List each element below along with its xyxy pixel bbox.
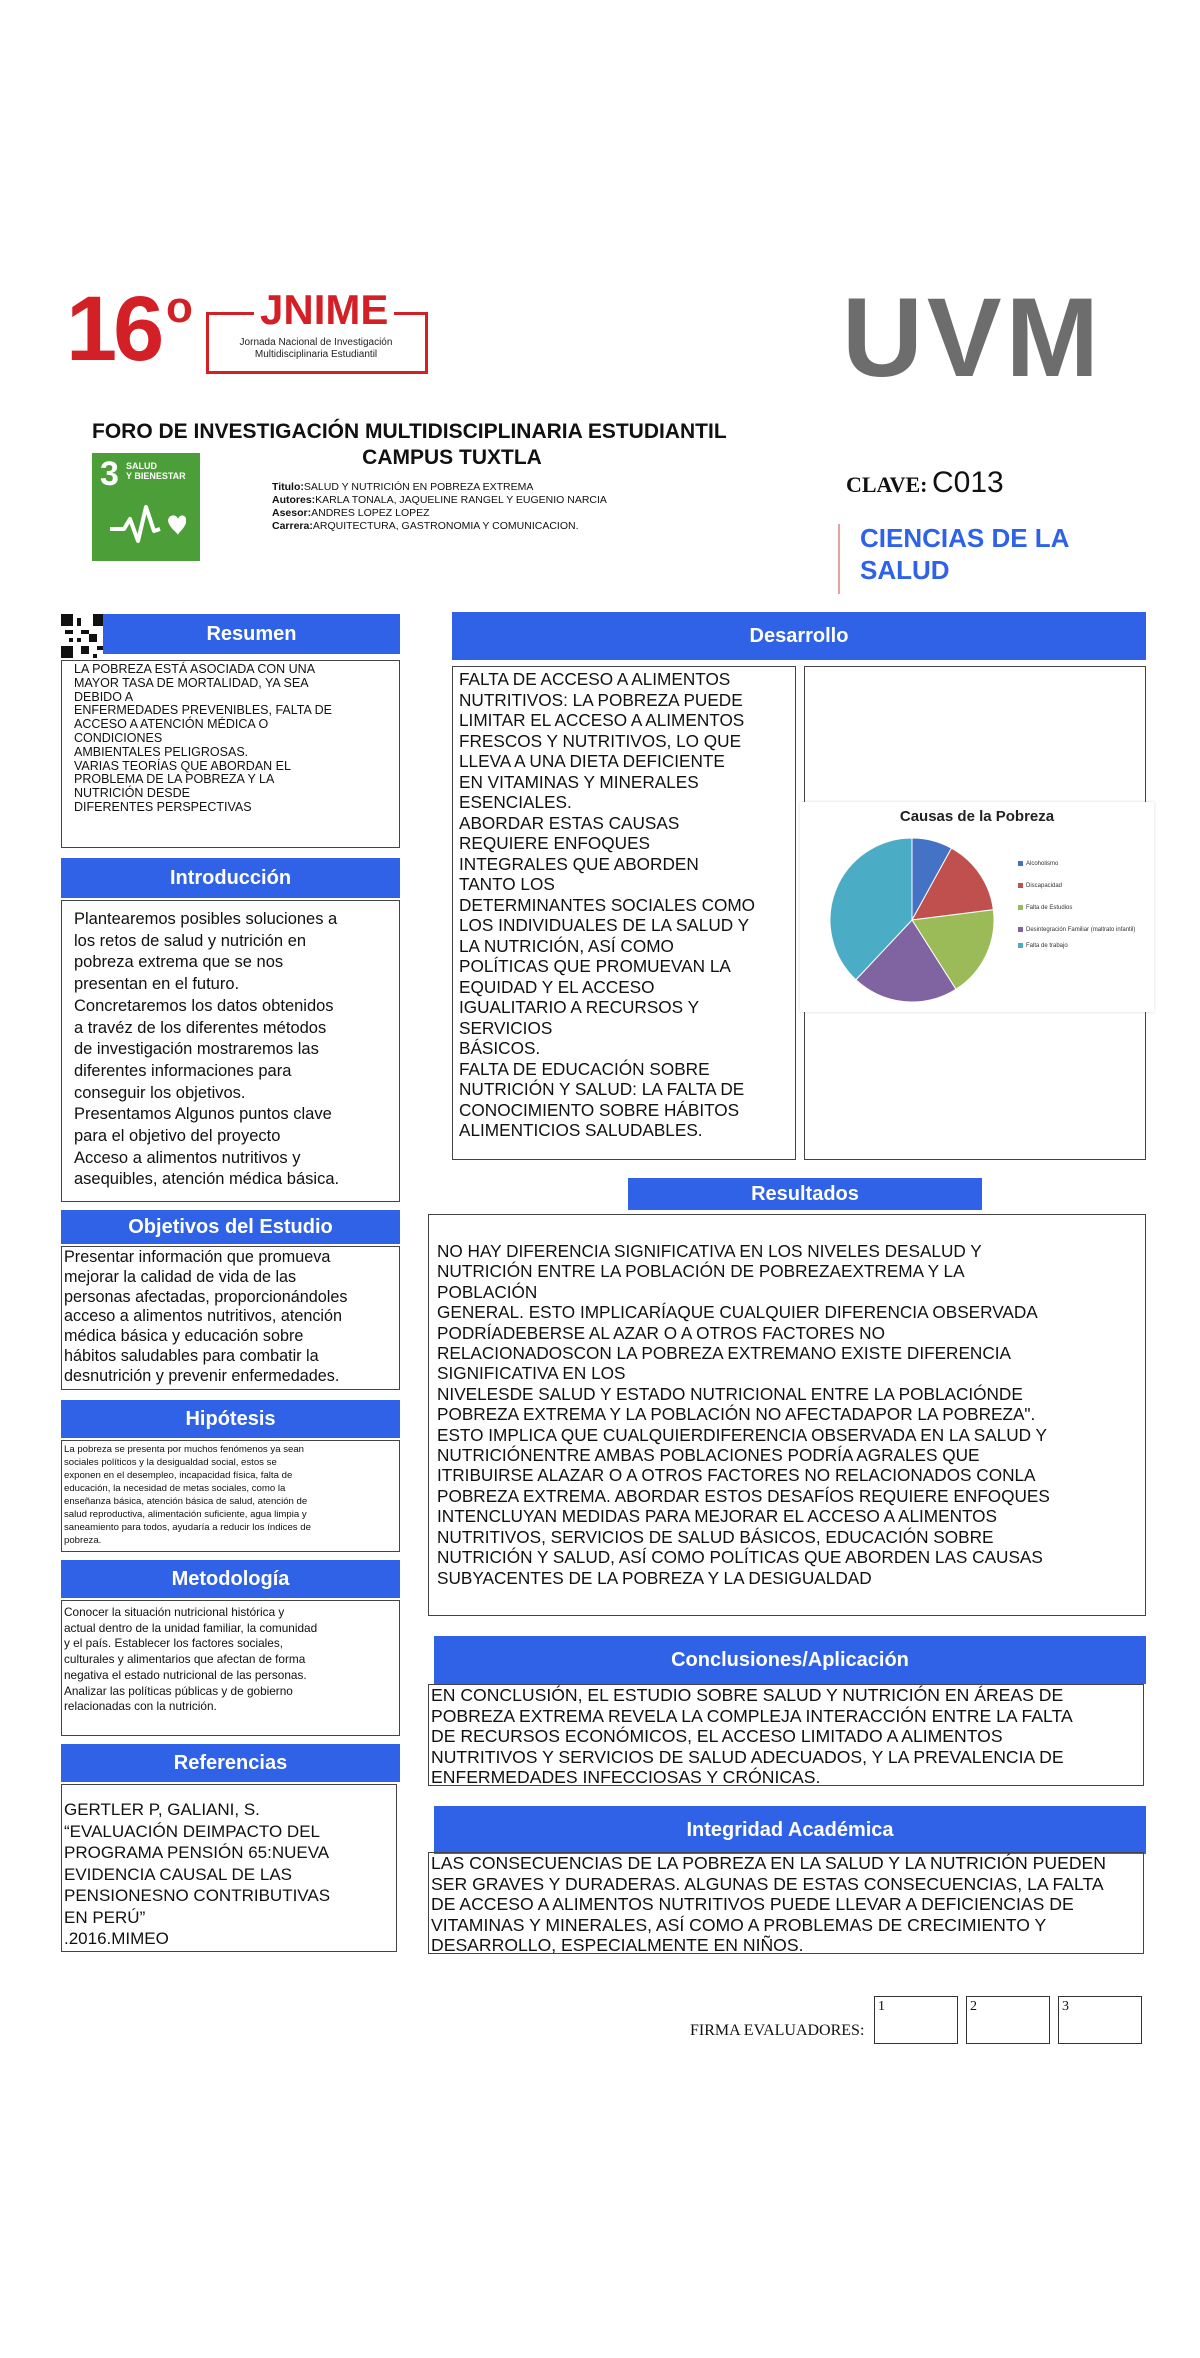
info-career-row: Carrera:ARQUITECTURA, GASTRONOMIA Y COMUNICACION. [272,520,579,532]
jnime-logo [66,278,436,385]
info-authors-row: Autores:KARLA TONALA, JAQUELINE RANGEL Y EUGENIO NARCIA [272,494,607,506]
pie-chart [800,802,1154,1012]
legend-swatch [1018,883,1023,888]
introduccion-body: Plantearemos posibles soluciones a los retos de salud y nutrición en pobreza extrema que se nos presentan en el futuro. Concretaremos los datos obtenidos a travéz de los diferentes métodos de investigación mostraremos las diferentes informaciones para conseguir los objetivos. Presentamos Algunos puntos clave para el objetivo del proyecto Acceso a alimentos nutritivos y asequibles, atención médica básica. [61,900,400,1202]
legend-swatch [1018,905,1023,910]
forum-title-line2: CAMPUS TUXTLA [362,446,542,469]
clave-value: C013 [931,466,1004,499]
chart-title: Causas de la Pobreza [899,808,1055,825]
objetivos-body: Presentar información que promueva mejorar la calidad de vida de las personas afectadas, proporcionándoles acceso a alimentos nutritivos, atención médica básica y educación sobre hábitos saludables para combatir la desnutrición y prevenir enfermedades. [61,1246,400,1390]
conclusiones-body: EN CONCLUSIÓN, EL ESTUDIO SOBRE SALUD Y NUTRICIÓN EN ÁREAS DE POBREZA EXTREMA REVELA LA COMPLEJA INTERACCIÓN ENTRE LA FALTA DE RECURSOS ECONÓMICOS, EL ACCESO LIMITADO A ALIMENTOS NUTRITIVOS Y SERVICIOS DE SALUD ADECUADOS, Y LA PREVALENCIA DE ENFERMEDADES INFECCIOSAS Y CRÓNICAS. [428,1684,1144,1786]
resultados-body: NO HAY DIFERENCIA SIGNIFICATIVA EN LOS NIVELES DESALUD Y NUTRICIÓN ENTRE LA POBLACIÓN DE POBREZAEXTREMA Y LA POBLACIÓN GENERAL. ESTO IMPLICARÍAQUE CUALQUIER DIFERENCIA OBSERVADA PODRÍADEBERSE AL AZAR O A OTROS FACTORES NO RELACIONADOSCON LA POBREZA EXTREMANO EXISTE DIFERENCIA SIGNIFICATIVA EN LOS NIVELESDE SALUD Y ESTADO NUTRICIONAL ENTRE LA POBLACIÓNDE POBREZA EXTREMA Y LA POBLACIÓN NO AFECTADAPOR LA POBREZA". ESTO IMPLICA QUE CUALQUIERDIFERENCIA OBSERVADA EN LA SALUD Y NUTRICIÓNENTRE AMBAS POBLACIONES PODRÍA AGRALES QUE ITRIBUIRSE ALAZAR O A OTROS FACTORES NO RELACIONADOS CONLA POBREZA EXTREMA. ABORDAR ESTOS DESAFÍOS REQUIERE ENFOQUES INTENCLUYAN MEDIDAS PARA MEJORAR EL ACCESO A ALIMENTOS NUTRITIVOS, SERVICIOS DE SALUD BÁSICOS, EDUCACIÓN SOBRE NUTRICIÓN Y SALUD, ASÍ COMO POLÍTICAS QUE ABORDEN LAS CAUSAS SUBYACENTES DE LA POBREZA Y LA DESIGUALDAD [428,1214,1146,1616]
legend-swatch [1018,943,1023,948]
uvm-logo: UVM [842,275,1103,400]
integridad-header: Integridad Académica [434,1806,1146,1854]
info-advisor-row: Asesor:ANDRES LOPEZ LOPEZ [272,507,430,519]
forum-title-line1: FORO DE INVESTIGACIÓN MULTIDISCIPLINARIA ESTUDIANTIL [92,420,727,443]
clave-label: CLAVE: [846,472,928,497]
sdg-number: 3 [100,455,119,493]
jnime-number: 16 [66,278,161,380]
desarrollo-header: Desarrollo [452,612,1146,660]
objetivos-header: Objetivos del Estudio [61,1210,400,1244]
legend-swatch [1018,927,1023,932]
qr-code-icon [61,614,105,658]
legend-item: Falta de trabajo [1018,942,1150,950]
jnime-degree: o [166,283,193,332]
introduccion-header: Introducción [61,858,400,898]
signature-label: FIRMA EVALUADORES: [690,2022,865,2039]
referencias-body: GERTLER P, GALIANI, S. “EVALUACIÓN DEIMPACTO DEL PROGRAMA PENSIÓN 65:NUEVA EVIDENCIA CAUSAL DE LAS PENSIONESNO CONTRIBUTIVAS EN PERÚ” .2016.MIMEO [61,1784,397,1952]
signature-box-2[interactable]: 2 [966,1996,1050,2044]
knowledge-area: CIENCIAS DE LA SALUD [860,523,1070,585]
legend-item: Falta de Estudios [1018,904,1150,912]
project-info [272,481,772,533]
hipotesis-header: Hipótesis [61,1400,400,1438]
referencias-header: Referencias [61,1744,400,1782]
legend-item: Alcoholismo [1018,860,1150,868]
sdg-label: SALUD Y BIENESTAR [126,461,186,481]
hipotesis-body: La pobreza se presenta por muchos fenómenos ya sean sociales políticos y la desigualdad social, estos se exponen en el desempleo, incapacidad física, falta de educación, la necesidad de metas sociales, como la enseñanza básica, atención básica de salud, atención de salud reproductiva, alimentación suficiente, agua limpia y saneamiento para todos, ayudaría a reducir los índices de pobreza. [61,1440,400,1552]
signature-box-3[interactable]: 3 [1058,1996,1142,2044]
metodologia-body: Conocer la situación nutricional histórica y actual dentro de la unidad familiar, la comunidad y el país. Establecer los factores sociales, culturales y alimentarios que afectan de forma negativa el estado nutricional de las personas. Analizar las políticas públicas y de gobierno relacionadas con la nutrición. [61,1600,400,1736]
resumen-header: Resumen [103,614,400,654]
sdg-badge [92,453,200,561]
area-divider [838,524,840,594]
clave [846,466,1004,500]
resumen-body: LA POBREZA ESTÁ ASOCIADA CON UNA MAYOR TASA DE MORTALIDAD, YA SEA DEBIDO A ENFERMEDADES PREVENIBLES, FALTA DE ACCESO A ATENCIÓN MÉDICA O CONDICIONES AMBIENTALES PELIGROSAS. VARIAS TEORÍAS QUE ABORDAN EL PROBLEMA DE LA POBREZA Y LA NUTRICIÓN DESDE DIFERENTES PERSPECTIVAS [61,660,400,848]
metodologia-header: Metodología [61,1560,400,1598]
resultados-header: Resultados [628,1178,982,1210]
desarrollo-body: FALTA DE ACCESO A ALIMENTOS NUTRITIVOS: LA POBREZA PUEDE LIMITAR EL ACCESO A ALIMENTOS FRESCOS Y NUTRITIVOS, LO QUE LLEVA A UNA DIETA DEFICIENTE EN VITAMINAS Y MINERALES ESENCIALES. ABORDAR ESTAS CAUSAS REQUIERE ENFOQUES INTEGRALES QUE ABORDEN TANTO LOS DETERMINANTES SOCIALES COMO LOS INDIVIDUALES DE LA SALUD Y LA NUTRICIÓN, ASÍ COMO POLÍTICAS QUE PROMUEVAN LA EQUIDAD Y EL ACCESO IGUALITARIO A RECURSOS Y SERVICIOS BÁSICOS. FALTA DE EDUCACIÓN SOBRE NUTRICIÓN Y SALUD: LA FALTA DE CONOCIMIENTO SOBRE HÁBITOS ALIMENTICIOS SALUDABLES. [452,666,796,1160]
jnime-subtitle: Jornada Nacional de Investigación Multidisciplinaria Estudiantil [239,337,393,360]
heartbeat-icon [108,501,186,547]
conclusiones-header: Conclusiones/Aplicación [434,1636,1146,1684]
legend-item: Desintegración Familiar (maltrato infantil) [1018,926,1150,934]
jnime-name: JNIME [254,287,394,333]
integridad-body: LAS CONSECUENCIAS DE LA POBREZA EN LA SALUD Y LA NUTRICIÓN PUEDEN SER GRAVES Y DURADERAS. ALGUNAS DE ESTAS CONSECUENCIAS, LA FALTA DE ACCESO A ALIMENTOS NUTRITIVOS PUEDE LLEVAR A DEFICIENCIAS DE VITAMINAS Y MINERALES, ASÍ COMO A PROBLEMAS DE CRECIMIENTO Y DESARROLLO, ESPECIALMENTE EN NIÑOS. [428,1852,1144,1954]
legend-item: Discapacidad [1018,882,1150,890]
chart-legend [1018,860,1150,950]
signature-box-1[interactable]: 1 [874,1996,958,2044]
info-title-row: Titulo:SALUD Y NUTRICIÓN EN POBREZA EXTREMA [272,481,534,493]
legend-swatch [1018,861,1023,866]
